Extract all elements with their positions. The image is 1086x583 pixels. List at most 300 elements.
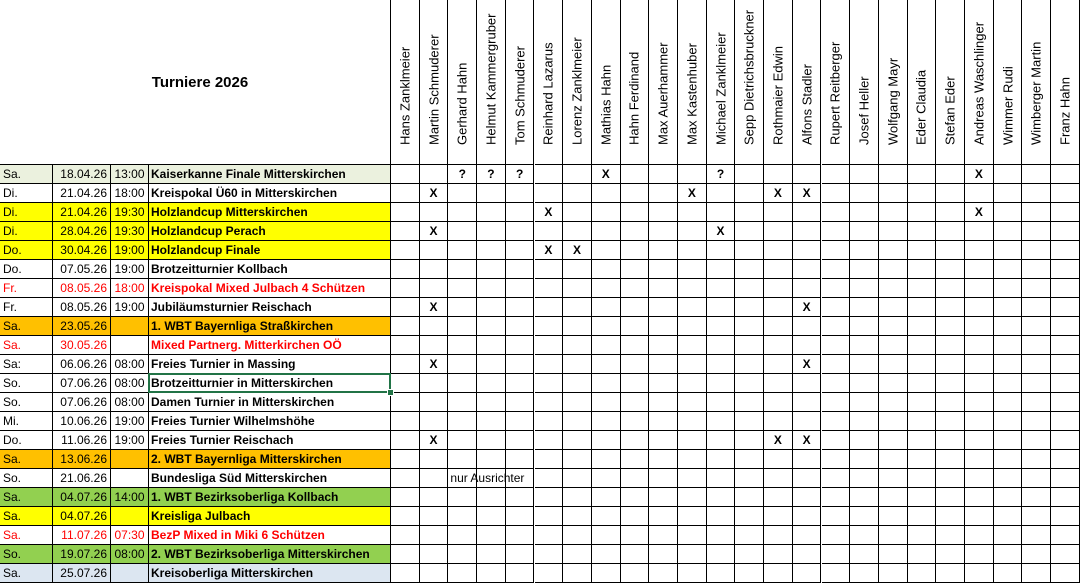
attendance-cell[interactable] — [678, 355, 707, 374]
date-cell[interactable]: 28.04.26 — [53, 222, 111, 241]
attendance-cell[interactable] — [994, 507, 1023, 526]
attendance-cell[interactable] — [420, 203, 449, 222]
attendance-cell[interactable] — [1022, 165, 1051, 184]
attendance-cell[interactable] — [477, 507, 506, 526]
attendance-cell[interactable] — [994, 431, 1023, 450]
attendance-cell[interactable] — [793, 545, 822, 564]
attendance-cell[interactable] — [850, 317, 879, 336]
attendance-cell[interactable] — [965, 564, 994, 583]
event-title-cell[interactable]: 2. WBT Bezirksoberliga Mitterskirchen — [149, 545, 391, 564]
attendance-cell[interactable]: X — [592, 165, 621, 184]
attendance-cell[interactable] — [649, 393, 678, 412]
attendance-cell[interactable] — [621, 203, 650, 222]
day-cell[interactable]: Do. — [0, 431, 53, 450]
attendance-cell[interactable] — [707, 526, 736, 545]
attendance-cell[interactable] — [448, 222, 477, 241]
attendance-cell[interactable] — [735, 545, 764, 564]
attendance-cell[interactable] — [506, 431, 535, 450]
attendance-cell[interactable]: X — [793, 298, 822, 317]
day-cell[interactable]: Sa. — [0, 526, 53, 545]
attendance-cell[interactable] — [535, 526, 564, 545]
time-cell[interactable]: 19:00 — [111, 431, 149, 450]
attendance-cell[interactable] — [678, 260, 707, 279]
attendance-cell[interactable] — [1051, 526, 1080, 545]
date-cell[interactable]: 11.06.26 — [53, 431, 111, 450]
attendance-cell[interactable] — [707, 393, 736, 412]
attendance-cell[interactable] — [1022, 222, 1051, 241]
attendance-cell[interactable] — [879, 203, 908, 222]
attendance-cell[interactable] — [1051, 393, 1080, 412]
day-cell[interactable]: Sa: — [0, 355, 53, 374]
time-cell[interactable]: 18:00 — [111, 279, 149, 298]
attendance-cell[interactable]: X — [764, 431, 793, 450]
date-cell[interactable]: 10.06.26 — [53, 412, 111, 431]
day-cell[interactable]: Fr. — [0, 279, 53, 298]
attendance-cell[interactable] — [707, 564, 736, 583]
attendance-cell[interactable] — [477, 450, 506, 469]
attendance-cell[interactable] — [563, 450, 592, 469]
attendance-cell[interactable] — [448, 469, 525, 488]
attendance-cell[interactable] — [908, 412, 937, 431]
attendance-cell[interactable] — [936, 431, 965, 450]
attendance-cell[interactable] — [764, 450, 793, 469]
player-header[interactable] — [649, 0, 678, 165]
attendance-cell[interactable] — [936, 165, 965, 184]
attendance-cell[interactable]: X — [678, 184, 707, 203]
attendance-cell[interactable] — [994, 355, 1023, 374]
attendance-cell[interactable] — [477, 393, 506, 412]
event-title-cell[interactable]: 1. WBT Bezirksoberliga Kollbach — [149, 488, 391, 507]
attendance-cell[interactable] — [994, 469, 1023, 488]
day-cell[interactable]: Sa. — [0, 336, 53, 355]
attendance-cell[interactable] — [477, 184, 506, 203]
attendance-cell[interactable] — [621, 564, 650, 583]
attendance-cell[interactable] — [420, 412, 449, 431]
attendance-cell[interactable] — [735, 222, 764, 241]
attendance-cell[interactable] — [448, 355, 477, 374]
attendance-cell[interactable] — [563, 336, 592, 355]
attendance-cell[interactable] — [936, 545, 965, 564]
player-header[interactable] — [764, 0, 793, 165]
date-cell[interactable]: 06.06.26 — [53, 355, 111, 374]
attendance-cell[interactable] — [678, 374, 707, 393]
attendance-cell[interactable] — [649, 222, 678, 241]
attendance-cell[interactable] — [879, 260, 908, 279]
attendance-cell[interactable] — [764, 355, 793, 374]
attendance-cell[interactable] — [1022, 279, 1051, 298]
attendance-cell[interactable] — [965, 279, 994, 298]
attendance-cell[interactable] — [994, 450, 1023, 469]
event-title-cell[interactable]: Kaiserkanne Finale Mitterskirchen — [149, 165, 391, 184]
attendance-cell[interactable]: X — [420, 355, 449, 374]
attendance-cell[interactable] — [764, 241, 793, 260]
attendance-cell[interactable] — [535, 450, 564, 469]
date-cell[interactable]: 07.06.26 — [53, 374, 111, 393]
attendance-cell[interactable] — [678, 241, 707, 260]
attendance-cell[interactable] — [592, 488, 621, 507]
attendance-cell[interactable] — [506, 450, 535, 469]
attendance-cell[interactable] — [592, 431, 621, 450]
attendance-cell[interactable] — [678, 203, 707, 222]
attendance-cell[interactable] — [908, 450, 937, 469]
attendance-cell[interactable] — [850, 469, 879, 488]
event-title-cell[interactable]: Bundesliga Süd Mitterskirchen — [149, 469, 391, 488]
attendance-cell[interactable] — [764, 469, 793, 488]
attendance-cell[interactable] — [936, 374, 965, 393]
attendance-cell[interactable] — [649, 336, 678, 355]
attendance-cell[interactable] — [592, 374, 621, 393]
time-cell[interactable]: 14:00 — [111, 488, 149, 507]
day-cell[interactable]: Fr. — [0, 298, 53, 317]
attendance-cell[interactable] — [621, 165, 650, 184]
attendance-cell[interactable] — [1051, 374, 1080, 393]
attendance-cell[interactable] — [850, 165, 879, 184]
attendance-cell[interactable] — [649, 526, 678, 545]
attendance-cell[interactable] — [535, 222, 564, 241]
player-header[interactable] — [735, 0, 764, 165]
attendance-cell[interactable] — [707, 431, 736, 450]
attendance-cell[interactable] — [793, 241, 822, 260]
attendance-cell[interactable] — [420, 165, 449, 184]
attendance-cell[interactable] — [908, 184, 937, 203]
attendance-cell[interactable] — [936, 336, 965, 355]
attendance-cell[interactable] — [764, 279, 793, 298]
attendance-cell[interactable]: X — [793, 184, 822, 203]
attendance-cell[interactable] — [764, 222, 793, 241]
attendance-cell[interactable] — [649, 545, 678, 564]
attendance-cell[interactable] — [707, 488, 736, 507]
attendance-cell[interactable] — [822, 317, 851, 336]
attendance-cell[interactable] — [908, 526, 937, 545]
attendance-cell[interactable] — [936, 526, 965, 545]
date-cell[interactable]: 18.04.26 — [53, 165, 111, 184]
attendance-cell[interactable] — [707, 450, 736, 469]
date-cell[interactable]: 30.04.26 — [53, 241, 111, 260]
attendance-cell[interactable] — [592, 317, 621, 336]
attendance-cell[interactable] — [936, 279, 965, 298]
attendance-cell[interactable] — [1051, 298, 1080, 317]
attendance-cell[interactable] — [621, 412, 650, 431]
attendance-cell[interactable] — [822, 241, 851, 260]
attendance-cell[interactable]: X — [563, 241, 592, 260]
attendance-cell[interactable] — [563, 488, 592, 507]
attendance-cell[interactable] — [965, 355, 994, 374]
attendance-cell[interactable] — [822, 355, 851, 374]
attendance-cell[interactable] — [621, 222, 650, 241]
attendance-cell[interactable] — [678, 450, 707, 469]
attendance-cell[interactable] — [822, 393, 851, 412]
attendance-cell[interactable] — [793, 222, 822, 241]
attendance-cell[interactable] — [707, 412, 736, 431]
attendance-cell[interactable] — [448, 336, 477, 355]
attendance-cell[interactable] — [506, 374, 535, 393]
attendance-cell[interactable] — [822, 279, 851, 298]
day-cell[interactable]: So. — [0, 469, 53, 488]
attendance-cell[interactable] — [908, 241, 937, 260]
attendance-cell[interactable] — [1022, 393, 1051, 412]
attendance-cell[interactable] — [649, 241, 678, 260]
attendance-cell[interactable] — [936, 564, 965, 583]
attendance-cell[interactable] — [735, 393, 764, 412]
attendance-cell[interactable] — [936, 222, 965, 241]
attendance-cell[interactable] — [879, 355, 908, 374]
attendance-cell[interactable] — [649, 298, 678, 317]
player-header[interactable] — [448, 0, 477, 165]
attendance-cell[interactable] — [850, 203, 879, 222]
attendance-cell[interactable] — [822, 165, 851, 184]
attendance-cell[interactable]: ? — [477, 165, 506, 184]
attendance-cell[interactable] — [448, 412, 477, 431]
attendance-cell[interactable] — [965, 488, 994, 507]
attendance-cell[interactable] — [592, 241, 621, 260]
attendance-cell[interactable] — [879, 507, 908, 526]
day-cell[interactable]: Sa. — [0, 165, 53, 184]
attendance-cell[interactable] — [1022, 336, 1051, 355]
time-cell[interactable]: 13:00 — [111, 165, 149, 184]
attendance-cell[interactable] — [994, 545, 1023, 564]
attendance-cell[interactable] — [822, 298, 851, 317]
attendance-cell[interactable] — [477, 203, 506, 222]
attendance-cell[interactable] — [563, 412, 592, 431]
attendance-cell[interactable]: ? — [707, 165, 736, 184]
attendance-cell[interactable] — [678, 298, 707, 317]
date-cell[interactable]: 13.06.26 — [53, 450, 111, 469]
event-title-cell[interactable]: Kreisliga Julbach — [149, 507, 391, 526]
attendance-cell[interactable] — [649, 450, 678, 469]
attendance-cell[interactable] — [621, 374, 650, 393]
attendance-cell[interactable] — [707, 469, 736, 488]
attendance-cell[interactable] — [1022, 184, 1051, 203]
player-header[interactable] — [535, 0, 564, 165]
attendance-cell[interactable] — [908, 298, 937, 317]
attendance-cell[interactable] — [678, 507, 707, 526]
attendance-cell[interactable] — [735, 203, 764, 222]
attendance-cell[interactable] — [535, 336, 564, 355]
attendance-cell[interactable] — [793, 393, 822, 412]
player-header[interactable] — [678, 0, 707, 165]
attendance-cell[interactable] — [592, 336, 621, 355]
attendance-cell[interactable] — [994, 393, 1023, 412]
attendance-cell[interactable] — [764, 317, 793, 336]
attendance-cell[interactable] — [965, 507, 994, 526]
attendance-cell[interactable] — [965, 184, 994, 203]
attendance-cell[interactable] — [535, 393, 564, 412]
attendance-cell[interactable] — [448, 317, 477, 336]
attendance-cell[interactable] — [908, 393, 937, 412]
attendance-cell[interactable] — [563, 260, 592, 279]
attendance-cell[interactable] — [850, 431, 879, 450]
attendance-cell[interactable] — [563, 298, 592, 317]
attendance-cell[interactable] — [707, 336, 736, 355]
attendance-cell[interactable] — [965, 241, 994, 260]
attendance-cell[interactable] — [506, 317, 535, 336]
attendance-cell[interactable] — [1051, 165, 1080, 184]
attendance-cell[interactable] — [879, 222, 908, 241]
attendance-cell[interactable] — [621, 431, 650, 450]
event-title-cell[interactable]: Freies Turnier Wilhelmshöhe — [149, 412, 391, 431]
attendance-cell[interactable] — [506, 564, 535, 583]
attendance-cell[interactable] — [1051, 431, 1080, 450]
attendance-cell[interactable] — [850, 355, 879, 374]
attendance-cell[interactable] — [879, 488, 908, 507]
attendance-cell[interactable] — [822, 184, 851, 203]
attendance-cell[interactable] — [592, 222, 621, 241]
attendance-cell[interactable] — [1022, 545, 1051, 564]
date-cell[interactable]: 04.07.26 — [53, 488, 111, 507]
attendance-cell[interactable] — [649, 260, 678, 279]
time-cell[interactable]: 08:00 — [111, 393, 149, 412]
attendance-cell[interactable] — [735, 450, 764, 469]
attendance-cell[interactable] — [965, 317, 994, 336]
attendance-cell[interactable] — [506, 260, 535, 279]
attendance-cell[interactable] — [965, 412, 994, 431]
attendance-cell[interactable] — [879, 412, 908, 431]
attendance-cell[interactable] — [649, 507, 678, 526]
attendance-cell[interactable] — [391, 488, 420, 507]
date-cell[interactable]: 08.05.26 — [53, 279, 111, 298]
attendance-cell[interactable] — [850, 260, 879, 279]
attendance-cell[interactable] — [592, 260, 621, 279]
player-header[interactable] — [793, 0, 822, 165]
attendance-cell[interactable] — [850, 374, 879, 393]
attendance-cell[interactable] — [621, 526, 650, 545]
attendance-cell[interactable] — [707, 298, 736, 317]
attendance-cell[interactable] — [621, 184, 650, 203]
attendance-cell[interactable] — [649, 412, 678, 431]
attendance-cell[interactable]: X — [764, 184, 793, 203]
time-cell[interactable] — [111, 317, 149, 336]
attendance-cell[interactable] — [994, 165, 1023, 184]
attendance-cell[interactable] — [420, 336, 449, 355]
attendance-cell[interactable] — [936, 241, 965, 260]
sheet-title-cell[interactable] — [0, 0, 391, 165]
attendance-cell[interactable] — [965, 298, 994, 317]
attendance-cell[interactable] — [936, 488, 965, 507]
attendance-cell[interactable] — [735, 336, 764, 355]
attendance-cell[interactable] — [850, 412, 879, 431]
player-header[interactable] — [1051, 0, 1080, 165]
attendance-cell[interactable] — [678, 222, 707, 241]
attendance-cell[interactable] — [678, 431, 707, 450]
attendance-cell[interactable] — [793, 450, 822, 469]
attendance-cell[interactable] — [908, 336, 937, 355]
attendance-cell[interactable] — [994, 241, 1023, 260]
attendance-cell[interactable] — [994, 260, 1023, 279]
attendance-cell[interactable] — [563, 317, 592, 336]
attendance-cell[interactable] — [506, 298, 535, 317]
attendance-cell[interactable] — [764, 507, 793, 526]
attendance-cell[interactable] — [936, 412, 965, 431]
attendance-cell[interactable] — [707, 203, 736, 222]
time-cell[interactable] — [111, 450, 149, 469]
player-header[interactable] — [477, 0, 506, 165]
attendance-cell[interactable] — [822, 526, 851, 545]
attendance-cell[interactable] — [936, 298, 965, 317]
attendance-cell[interactable] — [994, 222, 1023, 241]
attendance-cell[interactable] — [391, 298, 420, 317]
attendance-cell[interactable] — [793, 279, 822, 298]
attendance-cell[interactable] — [535, 260, 564, 279]
attendance-cell[interactable] — [391, 393, 420, 412]
attendance-cell[interactable] — [391, 374, 420, 393]
attendance-cell[interactable] — [707, 355, 736, 374]
event-title-cell[interactable]: Damen Turnier in Mitterskirchen — [149, 393, 391, 412]
attendance-cell[interactable] — [592, 298, 621, 317]
attendance-cell[interactable] — [506, 507, 535, 526]
attendance-cell[interactable] — [391, 260, 420, 279]
attendance-cell[interactable] — [793, 526, 822, 545]
attendance-cell[interactable] — [850, 298, 879, 317]
attendance-cell[interactable] — [448, 564, 477, 583]
attendance-cell[interactable] — [1022, 507, 1051, 526]
date-cell[interactable]: 19.07.26 — [53, 545, 111, 564]
attendance-cell[interactable] — [879, 165, 908, 184]
attendance-cell[interactable] — [735, 488, 764, 507]
attendance-cell[interactable] — [908, 431, 937, 450]
attendance-cell[interactable] — [793, 469, 822, 488]
attendance-cell[interactable] — [563, 469, 592, 488]
attendance-cell[interactable] — [879, 393, 908, 412]
day-cell[interactable]: Do. — [0, 241, 53, 260]
attendance-cell[interactable] — [735, 184, 764, 203]
attendance-cell[interactable] — [678, 526, 707, 545]
time-cell[interactable]: 19:30 — [111, 222, 149, 241]
attendance-cell[interactable] — [1022, 564, 1051, 583]
attendance-cell[interactable] — [822, 469, 851, 488]
attendance-cell[interactable] — [822, 412, 851, 431]
attendance-cell[interactable] — [678, 545, 707, 564]
attendance-cell[interactable] — [420, 526, 449, 545]
attendance-cell[interactable] — [592, 564, 621, 583]
attendance-cell[interactable] — [563, 564, 592, 583]
attendance-cell[interactable] — [735, 374, 764, 393]
attendance-cell[interactable] — [1051, 450, 1080, 469]
attendance-cell[interactable] — [391, 222, 420, 241]
attendance-cell[interactable] — [535, 165, 564, 184]
attendance-cell[interactable] — [735, 260, 764, 279]
attendance-cell[interactable] — [592, 469, 621, 488]
attendance-cell[interactable] — [879, 336, 908, 355]
attendance-cell[interactable] — [850, 241, 879, 260]
attendance-cell[interactable] — [621, 488, 650, 507]
fill-handle[interactable] — [387, 389, 394, 396]
attendance-cell[interactable] — [477, 564, 506, 583]
player-header[interactable] — [506, 0, 535, 165]
player-header[interactable] — [621, 0, 650, 165]
attendance-cell[interactable] — [936, 507, 965, 526]
attendance-cell[interactable] — [822, 488, 851, 507]
attendance-cell[interactable] — [649, 488, 678, 507]
attendance-cell[interactable] — [678, 393, 707, 412]
attendance-cell[interactable] — [879, 241, 908, 260]
time-cell[interactable]: 19:30 — [111, 203, 149, 222]
attendance-cell[interactable] — [850, 184, 879, 203]
attendance-cell[interactable] — [822, 507, 851, 526]
attendance-cell[interactable] — [764, 488, 793, 507]
attendance-cell[interactable] — [477, 222, 506, 241]
attendance-cell[interactable] — [1051, 412, 1080, 431]
attendance-cell[interactable] — [793, 374, 822, 393]
attendance-cell[interactable] — [649, 184, 678, 203]
attendance-cell[interactable] — [592, 526, 621, 545]
attendance-cell[interactable] — [822, 431, 851, 450]
attendance-cell[interactable] — [879, 526, 908, 545]
time-cell[interactable] — [111, 564, 149, 583]
attendance-cell[interactable] — [506, 184, 535, 203]
attendance-cell[interactable] — [908, 165, 937, 184]
attendance-cell[interactable] — [850, 507, 879, 526]
attendance-cell[interactable] — [822, 450, 851, 469]
